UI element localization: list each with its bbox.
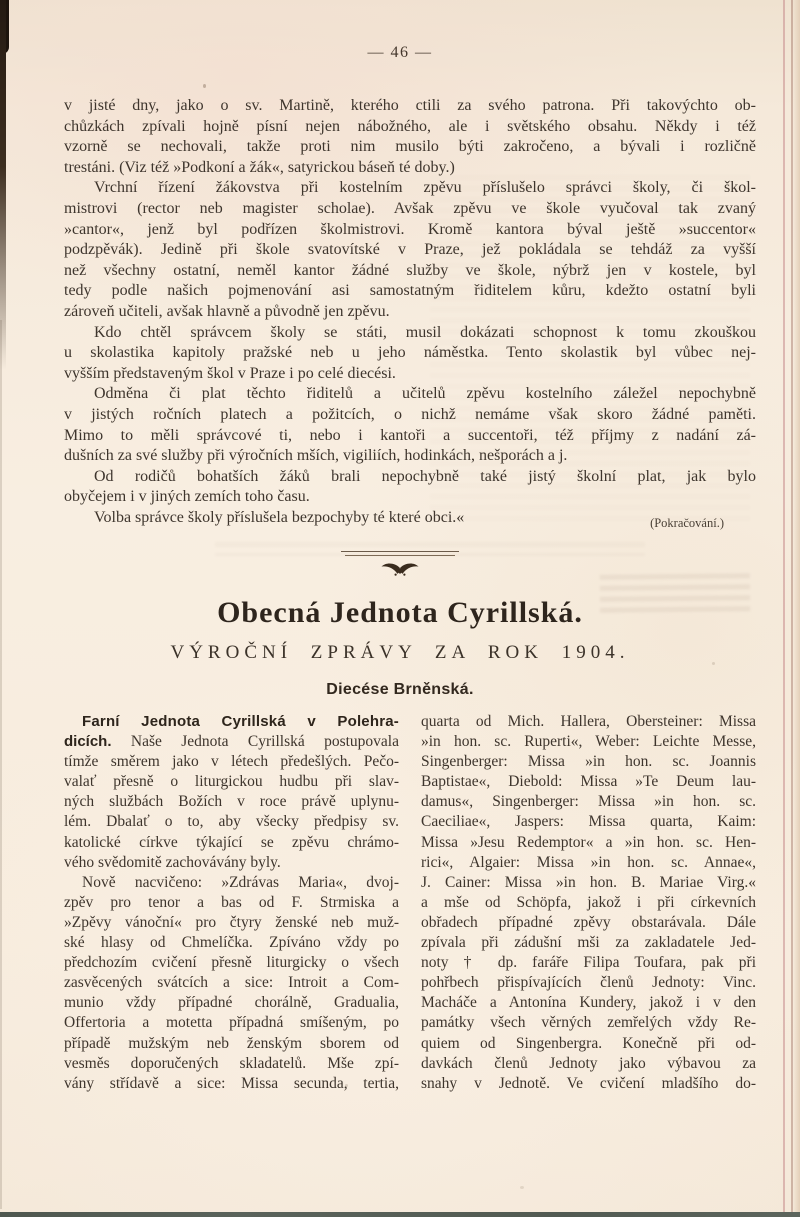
text-columns: [64, 712, 756, 1094]
fleuron-ornament-icon: [379, 562, 421, 583]
text-line: Volba správce školy příslušela bezpochyby té které obci.«: [94, 508, 465, 526]
section-title: Obecná Jednota Cyrillská.: [217, 596, 583, 629]
text-line: než všechny ostatní, neměl kantor žádné služby ve škole, nýbrž jen v kostele, byl: [64, 261, 756, 279]
text-line: »in hon. sc. Ruperti«, Weber: Leichte Messe,: [421, 733, 756, 751]
text-line: vesměs doporučených skladatelů. Mše zpí-: [64, 1054, 399, 1072]
text-line: zpívala při zádušní mši za zakladatele Jed-: [421, 934, 756, 952]
text-line: Vrchní řízení žákovstva při kostelním zpěvu příslušelo správci školy, či škol-: [94, 179, 756, 197]
text-line: noty † dp. faráře Filipa Toufara, pak při: [421, 954, 756, 972]
text-line: Nově nacvičeno: »Zdrávas Maria«, dvoj-: [82, 873, 399, 891]
text-line: Mimo to měli správcové ti, nebo i kantoři a succentoři, též příjmy z nadání zá-: [64, 426, 756, 444]
text-line: Offertoria a motetta případná smíšeným, po: [64, 1014, 399, 1032]
text-line: mistrovi (rector neb magister scholae). Avšak zpěvu ve škole vyučoval tak zvaný: [64, 199, 756, 217]
paragraph: [64, 384, 756, 466]
text-line: quiem od Singenbergra. Konečně při od-: [421, 1034, 756, 1052]
text-line: v jisté dny, jako o sv. Martině, kterého ctili za svého patrona. Při takovýchto ob-: [64, 97, 756, 114]
paragraph: [64, 508, 756, 529]
continuation-note: (Pokračování.): [650, 515, 724, 530]
parish-report-lead-bold: dicích.: [64, 733, 112, 751]
text-line: vzorně se nechovali, takže proti nim musilo býti zakročeno, a bývali i rozličně: [64, 138, 756, 156]
text-line: katolické církve týkající se zpěvu chrámo-: [64, 833, 399, 851]
text-line: Macháče a Antonína Kundery, jakož i v den: [421, 994, 756, 1012]
text-line: snahy v Jednotě. Ve cvičení mladšího do-: [421, 1074, 756, 1092]
paragraph: [64, 467, 756, 508]
divider-rule: [341, 551, 459, 552]
article-continued-text: [64, 96, 756, 528]
text-line: ných službách Božích v roce právě uplynu-: [64, 793, 399, 811]
text-line: valať přesně o liturgickou hudbu při slav-: [64, 773, 399, 791]
paper-speck: [203, 84, 206, 88]
paragraph: [64, 752, 399, 873]
text-line: Singenberger: Missa »in hon. sc. Joannis: [421, 753, 756, 771]
text-run: Naše Jednota Cyrillská postupovala: [130, 733, 399, 751]
text-line: davkách členů Jednoty jako výbavou za: [421, 1054, 756, 1072]
text-line: Missa »Jesu Redemptor« a »in hon. sc. Hen-: [421, 833, 756, 851]
text-line: u skolastika kapitoly pražské neb u jeho náměstka. Tento skolastik byl vůbec nej-: [64, 344, 756, 362]
text-line: J. Cainer: Missa »in hon. B. Mariae Virg.«: [421, 873, 756, 891]
parish-report-lead-line: Farní Jednota Cyrillská v Polehra-: [82, 713, 399, 730]
page-edge-line-left: [0, 320, 2, 1209]
text-line: Kdo chtěl správcem školy se státi, musil dokázati schopnost k tomu zkouškou: [94, 323, 756, 341]
text-line: vyšším představeným škol v Praze i po celé diecési.: [64, 364, 396, 382]
text-line: obyčejem i v jiných zemích toho času.: [64, 488, 310, 506]
text-line: Odměna či plat těchto řiditelů a učitelů zpěvu kostelního záležel nepochybně: [94, 385, 756, 403]
text-line: podzpěvák). Jedině při škole svatovítské v Praze, jež pokládala se tehdáž za vyšší: [64, 241, 756, 259]
page-edge-bottom: [0, 1212, 800, 1217]
text-line: Caeciliae«, Jaspers: Missa quarta, Kaim:: [421, 813, 756, 831]
right-column: [421, 712, 756, 1094]
paragraph: [421, 712, 756, 1094]
section-divider: [0, 551, 800, 583]
text-line: chůzkách zpívali hojně písní nejen nábožného, ale i světského obsahu. Někdy i též: [64, 117, 756, 135]
text-line: »cantor«, jenž byl podřízen školmistrovi. Kromě kantora býval ještě »succentor«: [64, 220, 756, 238]
text-line: munio vždy případné chorálně, Gradualia,: [64, 994, 399, 1012]
paper-speck: [520, 1186, 524, 1189]
paragraph: [64, 178, 756, 322]
divider-rule: [345, 555, 455, 556]
paragraph: [64, 96, 756, 178]
text-line: v jistých ročních platech a požitcích, o nichž nemáme však skoro žádné paměti.: [64, 405, 756, 423]
text-line: zasvěcených svátcích a sice: Introit a Com-: [64, 974, 399, 992]
paragraph: [64, 323, 756, 385]
text-line: Od rodičů bohatších žáků brali nepochybně také jistý školní plat, jak bylo: [94, 467, 756, 485]
text-line: památky všech věrných zemřelých vždy Re-: [421, 1014, 756, 1032]
text-line: vého svědomitě zachovávány byly.: [64, 853, 281, 871]
text-line: pohřbech přispívajících členů Jednoty: Vinc.: [421, 974, 756, 992]
text-line: trestáni. (Viz též »Podkoní a žák«, satyrickou báseň té doby.): [64, 158, 455, 176]
section-subtitle: VÝROČNÍ ZPRÁVY ZA ROK 1904.: [170, 642, 630, 663]
text-line: zpěv pro tenor a bas od F. Strmiska a: [64, 893, 399, 911]
page-number: — 46 —: [367, 44, 433, 61]
text-line: tedy podle našich pojmenování asi samostatným řiditelem kůru, kdežto ostatní byli: [64, 282, 756, 300]
diocese-heading: Diecése Brněnská.: [326, 681, 474, 698]
paragraph: [64, 873, 399, 1094]
text-line: a mše od Schöpfa, jakož i při církevních: [421, 893, 756, 911]
text-line: případě mužským neb ženským sborem od: [64, 1034, 399, 1052]
text-line: [64, 732, 399, 752]
text-line: damus«, Singenberger: Missa »in hon. sc.: [421, 793, 756, 811]
text-line: rici«, Algaier: Missa »in hon. sc. Annae«,: [421, 853, 756, 871]
text-line: tímže směrem jako v létech předešlých. Pečo-: [64, 753, 399, 771]
text-line: »Zpěvy vánoční« pro čtyry ženské neb muž-: [64, 913, 399, 931]
text-line: ské hlasy od Chmelíčka. Zpíváno vždy po: [64, 934, 399, 952]
text-line: obřadech případné zpěvy obstarávala. Dále: [421, 913, 756, 931]
text-line: Baptistae«, Diebold: Missa »Te Deum lau-: [421, 773, 756, 791]
text-line: quarta od Mich. Hallera, Obersteiner: Missa: [421, 713, 756, 730]
left-column: [64, 712, 399, 1094]
text-line: dušních za své služby při výročních mších, vigiliích, hodinkách, nešporách a j.: [64, 447, 568, 465]
text-line: lém. Dbalať o to, aby všecky předpisy sv.: [64, 813, 399, 831]
text-line: vány střídavě a sice: Missa secunda, tertia,: [64, 1074, 399, 1092]
text-line: zároveň učiteli, avšak hlavně a původně jen zpěvu.: [64, 302, 390, 320]
text-line: předchozím cvičení přesně liturgicky o všech: [64, 954, 399, 972]
